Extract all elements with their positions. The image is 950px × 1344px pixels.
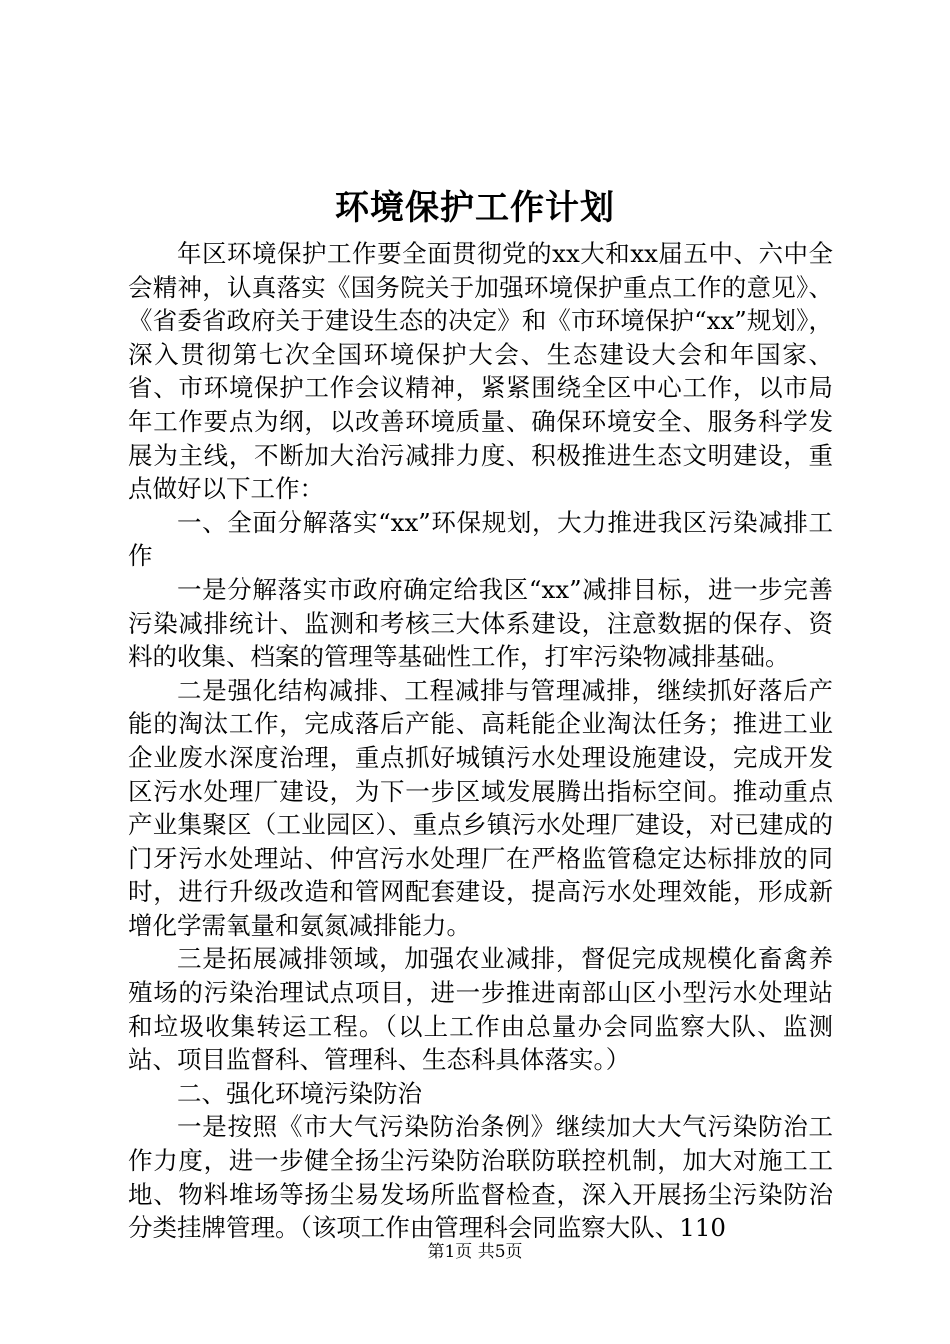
paragraph-2-1: 一是按照《市大气污染防治条例》继续加大大气污染防治工作力度，进一步健全扬尘污染防治联防联控机制，加大对施工工地、物料堆场等扬尘易发场所监督检查，深入开展扬尘污染防治分类挂牌管理。（该项工作由管理科会同监察大队、110 <box>128 1112 833 1243</box>
intro-paragraph: 年区环境保护工作要全面贯彻党的xx大和xx届五中、六中全会精神，认真落实《国务院关于加强环境保护重点工作的意见》、《省委省政府关于建设生态的决定》和《市环境保护“xx”规划》，深入贯彻第七次全国环境保护大会、生态建设大会和年国家、省、市环境保护工作会议精神，紧紧围绕全区中心工作，以市局年工作要点为纲，以改善环境质量、确保环境安全、服务科学发展为主线，不断加大治污减排力度、积极推进生态文明建设，重点做好以下工作： <box>128 239 833 504</box>
paragraph-1-3: 三是拓展减排领域，加强农业减排，督促完成规模化畜禽养殖场的污染治理试点项目，进一步推进南部山区小型污水处理站和垃圾收集转运工程。（以上工作由总量办会同监察大队、监测站、项目监督科、管理科、生态科具体落实。） <box>128 944 833 1075</box>
section-heading-2: 二、强化环境污染防治 <box>177 1078 422 1108</box>
document-title: 环境保护工作计划 <box>335 188 615 228</box>
paragraph-1-1: 一是分解落实市政府确定给我区“xx”减排目标，进一步完善污染减排统计、监测和考核三大体系建设，注意数据的保存、资料的收集、档案的管理等基础性工作，打牢污染物减排基础。 <box>128 574 833 672</box>
section-heading-1: 一、全面分解落实“xx”环保规划，大力推进我区污染减排工作 <box>128 507 833 571</box>
page-footer: 第1页 共5页 <box>427 1242 523 1262</box>
paragraph-1-2: 二是强化结构减排、工程减排与管理减排，继续抓好落后产能的淘汰工作，完成落后产能、高耗能企业淘汰任务；推进工业企业废水深度治理，重点抓好城镇污水处理设施建设，完成开发区污水处理厂建设，为下一步区域发展腾出指标空间。推动重点产业集聚区（工业园区）、重点乡镇污水处理厂建设，对已建成的门牙污水处理站、仲宫污水处理厂在严格监管稳定达标排放的同时，进行升级改造和管网配套建设，提高污水处理效能，形成新增化学需氧量和氨氮减排能力。 <box>128 675 833 940</box>
document-body <box>128 237 833 1245</box>
